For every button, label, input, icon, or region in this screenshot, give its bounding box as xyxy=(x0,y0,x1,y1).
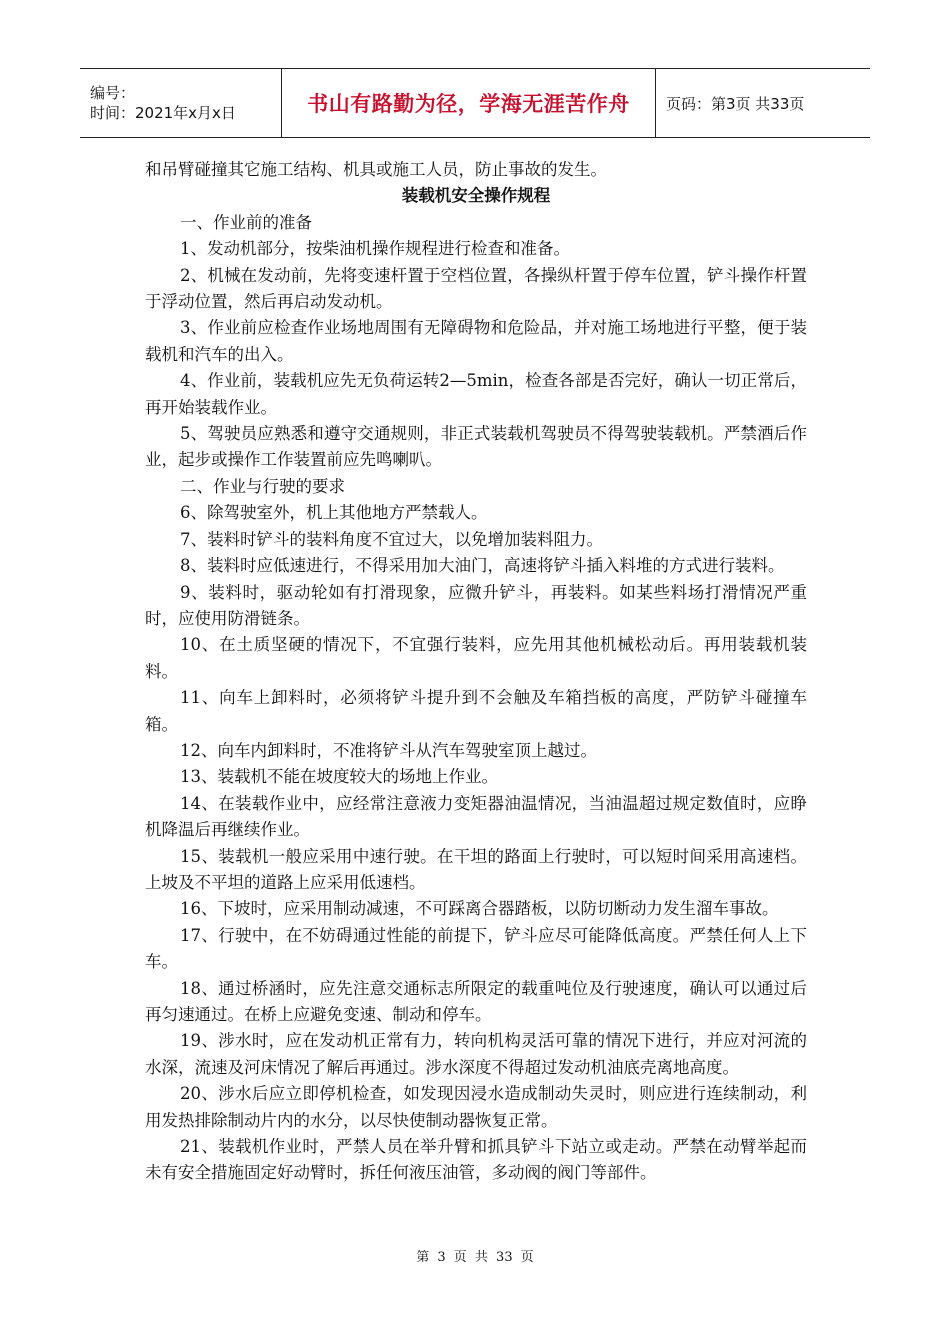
paragraph: 5、驾驶员应熟悉和遵守交通规则，非正式装载机驾驶员不得驾驶装载机。严禁酒后作业，起步或操作工作装置前应先鸣喇叭。 xyxy=(145,424,807,470)
paragraph: 16、下坡时，应采用制动减速，不可踩离合器踏板，以防切断动力发生溜车事故。 xyxy=(180,899,779,919)
continuation-text: 和吊臂碰撞其它施工结构、机具或施工人员，防止事故的发生。 xyxy=(145,160,607,179)
paragraph: 1、发动机部分，按柴油机操作规程进行检查和准备。 xyxy=(180,239,570,259)
header-page-info: 页码：第3页 共33页 xyxy=(666,94,805,113)
paragraph: 一、作业前的准备 xyxy=(180,212,312,232)
paragraph: 20、涉水后应立即停机检查，如发现因浸水造成制动失灵时，则应进行连续制动，利用发热排除制动片内的水分，以尽快使制动器恢复正常。 xyxy=(145,1084,807,1130)
page-header xyxy=(80,68,870,138)
paragraph: 8、装料时应低速进行，不得采用加大油门，高速将铲斗插入料堆的方式进行装料。 xyxy=(180,556,785,576)
paragraph: 2、机械在发动前，先将变速杆置于空档位置，各操纵杆置于停车位置，铲斗操作杆置于浮动位置，然后再启动发动机。 xyxy=(145,265,807,312)
paragraph: 4、作业前，装载机应先无负荷运转2—5min，检查各部是否完好，确认一切正常后，再开始装载作业。 xyxy=(145,371,807,417)
header-motto: 书山有路勤为径，学海无涯苦作舟 xyxy=(282,69,656,137)
paragraph: 6、除驾驶室外，机上其他地方严禁载人。 xyxy=(180,503,488,523)
paragraph: 21、装载机作业时，严禁人员在举升臂和抓具铲斗下站立或走动。严禁在动臂举起而未有安全措施固定好动臂时，拆任何液压油管，多动阀的阀门等部件。 xyxy=(145,1137,807,1183)
paragraph: 15、装载机一般应采用中速行驶。在干坦的路面上行驶时，可以短时间采用高速档。上坡及不平坦的道路上应采用低速档。 xyxy=(145,846,807,892)
paragraph: 13、装载机不能在坡度较大的场地上作业。 xyxy=(180,767,498,787)
document-number-label: 编号： xyxy=(90,84,136,102)
header-meta xyxy=(80,69,282,137)
page-footer: 第 3 页 共 33 页 xyxy=(416,1250,534,1265)
paragraph: 14、在装载作业中，应经常注意液力变矩器油温情况，当油温超过规定数值时，应睁机降温后再继续作业。 xyxy=(145,793,807,840)
paragraph: 18、通过桥涵时，应先注意交通标志所限定的载重吨位及行驶速度，确认可以通过后再匀速通过。在桥上应避免变速、制动和停车。 xyxy=(145,978,807,1024)
document-body xyxy=(145,157,807,1187)
paragraph: 9、装料时，驱动轮如有打滑现象，应微升铲斗，再装料。如某些料场打滑情况严重时，应使用防滑链条。 xyxy=(145,582,807,628)
paragraph: 11、向车上卸料时，必须将铲斗提升到不会触及车箱挡板的高度，严防铲斗碰撞车箱。 xyxy=(145,688,807,734)
paragraph: 12、向车内卸料时，不准将铲斗从汽车驾驶室顶上越过。 xyxy=(180,740,597,760)
paragraph: 10、在土质坚硬的情况下，不宜强行装料，应先用其他机械松动后。再用装载机装料。 xyxy=(145,635,807,681)
paragraph: 二、作业与行驶的要求 xyxy=(180,476,345,496)
paragraph: 7、装料时铲斗的装料角度不宜过大，以免增加装料阻力。 xyxy=(180,529,603,549)
paragraph: 3、作业前应检查作业场地周围有无障碍物和危险品，并对施工场地进行平整，便于装载机和汽车的出入。 xyxy=(145,318,807,364)
section-title: 装载机安全操作规程 xyxy=(401,186,551,206)
paragraph: 17、行驶中，在不妨碍通过性能的前提下，铲斗应尽可能降低高度。严禁任何人上下车。 xyxy=(145,925,807,972)
document-time-label: 时间：2021年x月x日 xyxy=(90,104,236,122)
paragraph: 19、涉水时，应在发动机正常有力，转向机构灵活可靠的情况下进行，并应对河流的水深，流速及河床情况了解后再通过。涉水深度不得超过发动机油底壳离地高度。 xyxy=(145,1031,807,1077)
